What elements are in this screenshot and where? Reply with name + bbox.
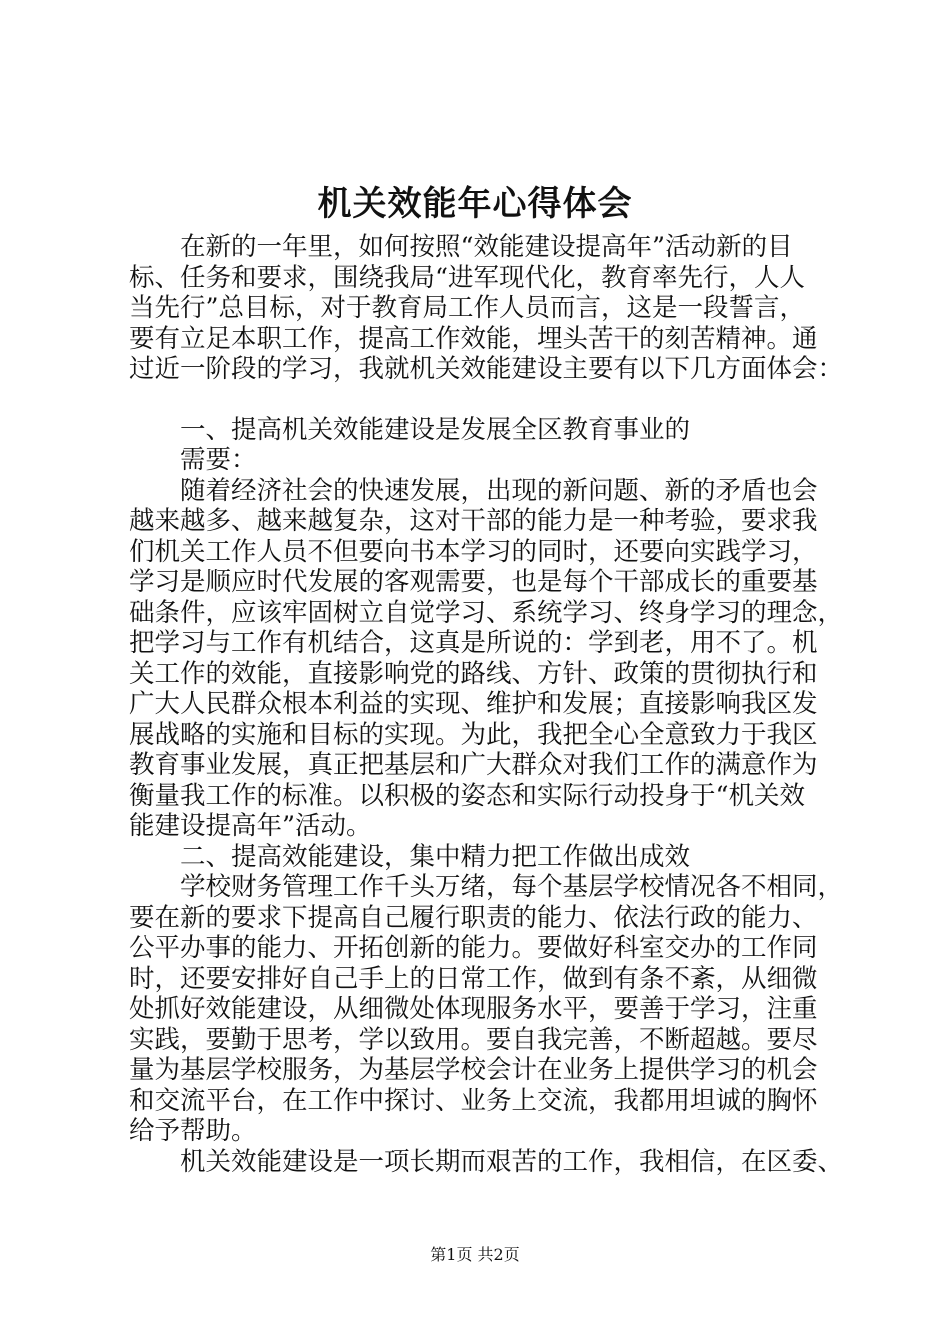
text-line: 量为基层学校服务，为基层学校会计在业务上提供学习的机会 xyxy=(129,1055,818,1085)
text-line: 在新的一年里，如何按照“效能建设提高年”活动新的目 xyxy=(129,232,793,262)
text-line: 时，还要安排好自己手上的日常工作，做到有条不紊，从细微 xyxy=(129,963,818,994)
text-line: 处抓好效能建设，从细微处体现服务水平，要善于学习，注重 xyxy=(129,994,818,1024)
text-line: 要在新的要求下提高自己履行职责的能力、依法行政的能力、 xyxy=(129,902,818,933)
text-line: 公平办事的能力、开拓创新的能力。要做好科室交办的工作同 xyxy=(129,933,818,963)
text-line: 能建设提高年”活动。 xyxy=(129,811,372,841)
text-line: 关工作的效能，直接影响党的路线、方针、政策的贯彻执行和 xyxy=(129,658,818,689)
text-line: 实践，要勤于思考，学以致用。要自我完善，不断超越。要尽 xyxy=(129,1024,818,1055)
text-line: 给予帮助。 xyxy=(129,1116,257,1146)
text-line: 学习是顺应时代发展的客观需要，也是每个干部成长的重要基 xyxy=(129,567,818,597)
text-line: 础条件，应该牢固树立自觉学习、系统学习、终身学习的理念， xyxy=(129,597,844,628)
text-line: 越来越多、越来越复杂，这对干部的能力是一种考验，要求我 xyxy=(129,506,818,536)
text-line: 要有立足本职工作，提高工作效能，埋头苦干的刻苦精神。通 xyxy=(129,323,818,354)
text-line: 当先行”总目标，对于教育局工作人员而言，这是一段誓言， xyxy=(129,293,806,323)
text-line: 广大人民群众根本利益的实现、维护和发展；直接影响我区发 xyxy=(129,689,818,719)
text-line: 们机关工作人员不但要向书本学习的同时，还要向实践学习， xyxy=(129,536,818,567)
heading-line: 二、提高效能建设，集中精力把工作做出成效 xyxy=(129,841,691,872)
text-line: 过近一阶段的学习，我就机关效能建设主要有以下几方面体会： xyxy=(129,354,844,384)
text-line: 机关效能建设是一项长期而艰苦的工作，我相信，在区委、 xyxy=(129,1146,844,1177)
text-line: 展战略的实施和目标的实现。为此，我把全心全意致力于我区 xyxy=(129,719,818,750)
heading-line: 一、提高机关效能建设是发展全区教育事业的 xyxy=(129,414,691,445)
heading-line: 需要： xyxy=(129,445,257,475)
text-line: 随着经济社会的快速发展，出现的新问题、新的矛盾也会 xyxy=(129,475,818,506)
paragraph-gap xyxy=(129,385,849,415)
text-line: 教育事业发展，真正把基层和广大群众对我们工作的满意作为 xyxy=(129,750,818,780)
text-line: 和交流平台，在工作中探讨、业务上交流，我都用坦诚的胸怀 xyxy=(129,1085,818,1116)
text-line: 学校财务管理工作千头万绪，每个基层学校情况各不相同， xyxy=(129,872,844,902)
paragraph-closing xyxy=(129,1147,849,1178)
paragraph-section2 xyxy=(129,872,849,1147)
page-number: 第1页 共2页 xyxy=(430,1245,520,1264)
document-title: 机关效能年心得体会 xyxy=(317,184,633,224)
section-heading-1 xyxy=(129,415,849,476)
text-line: 衡量我工作的标准。以积极的姿态和实际行动投身于“机关效 xyxy=(129,780,806,811)
paragraph-intro xyxy=(129,232,849,385)
text-line: 把学习与工作有机结合，这真是所说的：学到老，用不了。机 xyxy=(129,628,818,658)
section-heading-2 xyxy=(129,842,849,873)
paragraph-section1 xyxy=(129,476,849,842)
text-line: 标、任务和要求，围绕我局“进军现代化，教育率先行，人人 xyxy=(129,262,806,293)
document-body xyxy=(129,232,849,1177)
